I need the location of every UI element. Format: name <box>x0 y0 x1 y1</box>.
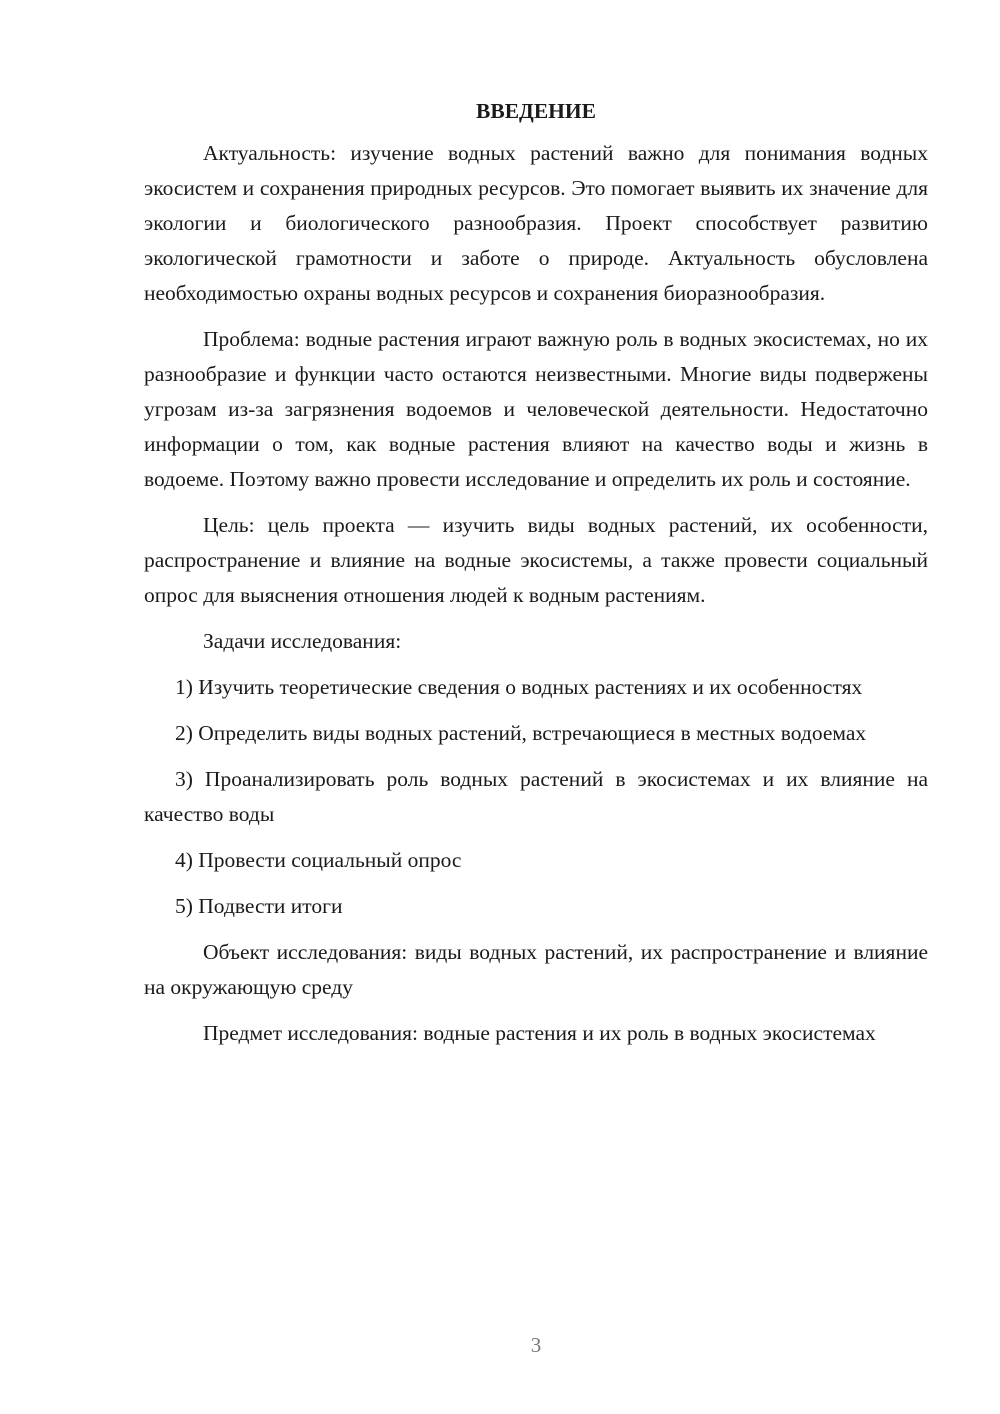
paragraph-tasks-heading: Задачи исследования: <box>203 629 402 653</box>
task-item: 2) Определить виды водных растений, встречающиеся в местных водоемах <box>175 721 867 745</box>
paragraph-relevance: Актуальность: изучение водных растений важно для понимания водных экосистем и сохранения природных ресурсов. Это помогает выявить их значение для экологии и биологического разнообразия. Проект способствует развитию экологической грамотности и заботе о природе. Актуальность обусловлена необходимостью охраны водных ресурсов и сохранения биоразнообразия. <box>144 141 928 305</box>
paragraph-problem: Проблема: водные растения играют важную роль в водных экосистемах, но их разнообразие и функции часто остаются неизвестными. Многие виды подвержены угрозам из-за загрязнения водоемов и человеческой деятельности. Недостаточно информации о том, как водные растения влияют на качество воды и жизнь в водоеме. Поэтому важно провести исследование и определить их роль и состояние. <box>144 327 928 491</box>
paragraph-goal: Цель: цель проекта — изучить виды водных растений, их особенности, распространение и влияние на водные экосистемы, а также провести социальный опрос для выяснения отношения людей к водным растениям. <box>144 513 928 607</box>
page-number: 3 <box>530 1333 542 1357</box>
task-item: 4) Провести социальный опрос <box>175 848 462 872</box>
paragraph-research-object: Объект исследования: виды водных растений, их распространение и влияние на окружающую среду <box>144 940 928 999</box>
task-item: 3) Проанализировать роль водных растений в экосистемах и их влияние на качество воды <box>144 767 928 826</box>
task-item: 5) Подвести итоги <box>175 894 343 918</box>
section-title: ВВЕДЕНИЕ <box>476 99 596 123</box>
page-content <box>144 96 928 1062</box>
paragraph-research-subject: Предмет исследования: водные растения и их роль в водных экосистемах <box>203 1021 876 1045</box>
task-item: 1) Изучить теоретические сведения о водных растениях и их особенностях <box>175 675 863 699</box>
